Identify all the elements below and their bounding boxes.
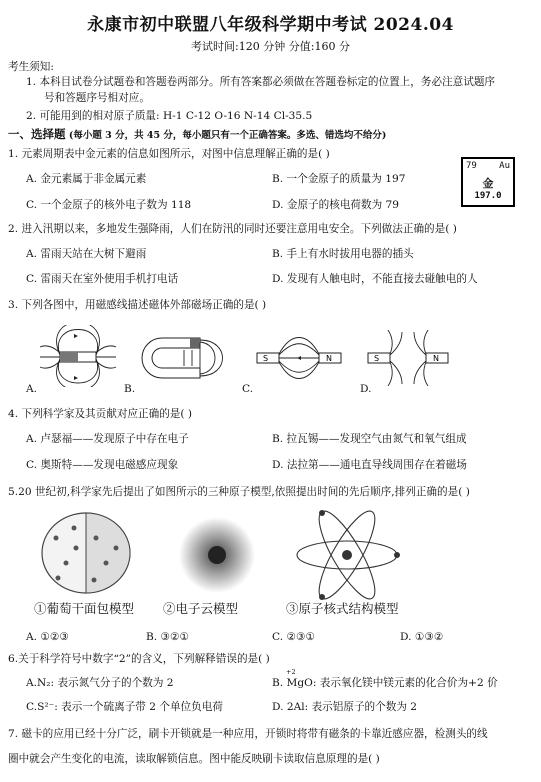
q7-line-1: 7. 磁卡的应用已经十分广泛，刷卡开锁就是一种应用，开锁时将带有磁条的卡靠近感应器，检测头的线	[8, 728, 488, 740]
q1-stem: 1. 元素周期表中金元素的信息如图所示，对图中信息理解正确的是( )	[8, 148, 330, 160]
exam-info: 考试时间:120 分钟 分值:160 分	[191, 40, 350, 53]
exam-title: 永康市初中联盟八年级科学期中考试 2024.04	[87, 15, 454, 35]
q3-figure-c	[255, 330, 343, 386]
q4-option-c: C. 奥斯特——发现电磁感应现象	[26, 459, 179, 471]
q3-figure-a	[38, 325, 118, 387]
q3-figure-d	[362, 330, 454, 386]
notice-item-1-line-1: 1. 本科目试卷分试题卷和答题卷两部分。所有答案都必须做在答题卷标定的位置上，务必注意试题序	[26, 76, 496, 88]
q2-option-d: D. 发现有人触电时，不能直接去碰触电的人	[272, 273, 478, 285]
q6-option-a: A.N₂: 表示氮气分子的个数为 2	[26, 677, 174, 689]
q4-stem: 4. 下列科学家及其贡献对应正确的是( )	[8, 408, 193, 420]
q1-option-a: A. 金元素属于非金属元素	[26, 173, 147, 185]
q2-option-a: A. 雷雨天站在大树下避雨	[26, 248, 147, 260]
q6-option-b: B. MgO: 表示氧化镁中镁元素的化合价为+2 价	[272, 677, 498, 689]
plum-pudding-model-figure	[36, 508, 136, 598]
section-heading: 一、选择题	[8, 127, 66, 141]
model-1-label: ①葡萄干面包模型	[34, 601, 135, 616]
q3-option-b: B.	[124, 383, 136, 395]
q3-option-c: C.	[242, 383, 254, 395]
q4-option-b: B. 拉瓦锡——发现空气由氮气和氧气组成	[272, 433, 467, 445]
model-2-label: ②电子云模型	[163, 601, 239, 616]
q3-figure-b	[140, 330, 228, 386]
q2-stem: 2. 进入汛期以来，多地发生强降雨，人们在防汛的同时还要注意用电安全。下列做法正确的是( )	[8, 223, 457, 235]
nuclear-model-figure	[292, 510, 402, 600]
q5-option-a: A. ①②③	[26, 631, 69, 643]
q1-option-c: C. 一个金原子的核外电子数为 118	[26, 199, 192, 211]
notice-heading: 考生须知:	[8, 61, 54, 73]
q6-stem: 6.关于科学符号中数字“2”的含义，下列解释错误的是( )	[8, 653, 270, 665]
q3-stem: 3. 下列各图中，用磁感线描述磁体外部磁场正确的是( )	[8, 299, 267, 311]
q5-option-c: C. ②③①	[272, 631, 315, 643]
atomic-mass: 197.0	[474, 191, 502, 201]
q5-stem: 5.20 世纪初,科学家先后提出了如图所示的三种原子模型,依照提出时间的先后顺序,排列正确的是( )	[8, 486, 470, 498]
element-name: 金	[482, 177, 494, 190]
q1-option-d: D. 金原子的核电荷数为 79	[272, 199, 400, 211]
element-symbol: Au	[499, 161, 510, 171]
model-3-label: ③原子核式结构模型	[286, 601, 399, 616]
q6-option-d: D. 2Al: 表示铝原子的个数为 2	[272, 701, 418, 713]
section-heading-row	[8, 127, 386, 143]
q4-option-a: A. 卢瑟福——发现原子中存在电子	[26, 433, 189, 445]
q4-option-d: D. 法拉第——通电直导线周围存在着磁场	[272, 459, 467, 471]
magnet-s-label-d: S	[374, 354, 380, 363]
q5-option-d: D. ①③②	[400, 631, 444, 643]
q6-option-b-valence: +2	[286, 668, 296, 676]
magnet-n-label-d: N	[433, 354, 439, 363]
q7-line-2: 圈中就会产生变化的电流，读取解锁信息。图中能反映刷卡读取信息原理的是( )	[8, 753, 380, 765]
q2-option-c: C. 雷雨天在室外使用手机打电话	[26, 273, 179, 285]
magnet-n-label: N	[326, 354, 332, 363]
q5-option-b: B. ③②①	[146, 631, 190, 643]
q3-option-a: A.	[26, 383, 38, 395]
notice-item-2: 2. 可能用到的相对原子质量: H-1 C-12 O-16 N-14 Cl-35.5	[26, 110, 313, 122]
electron-cloud-model-figure	[172, 515, 262, 595]
q6-option-c: C.S²⁻: 表示一个硫离子带 2 个单位负电荷	[26, 701, 223, 713]
section-note: (每小题 3 分，共 45 分，每小题只有一个正确答案。多选、错选均不给分)	[68, 130, 387, 141]
notice-item-1-line-2: 号和答题序号相对应。	[44, 92, 150, 104]
q2-option-b: B. 手上有水时拔用电器的插头	[272, 248, 414, 260]
q3-option-d: D.	[360, 383, 372, 395]
q1-option-b: B. 一个金原子的质量为 197	[272, 173, 406, 185]
magnet-s-label: S	[263, 354, 269, 363]
gold-element-card	[461, 157, 515, 207]
atomic-number: 79	[466, 161, 477, 171]
